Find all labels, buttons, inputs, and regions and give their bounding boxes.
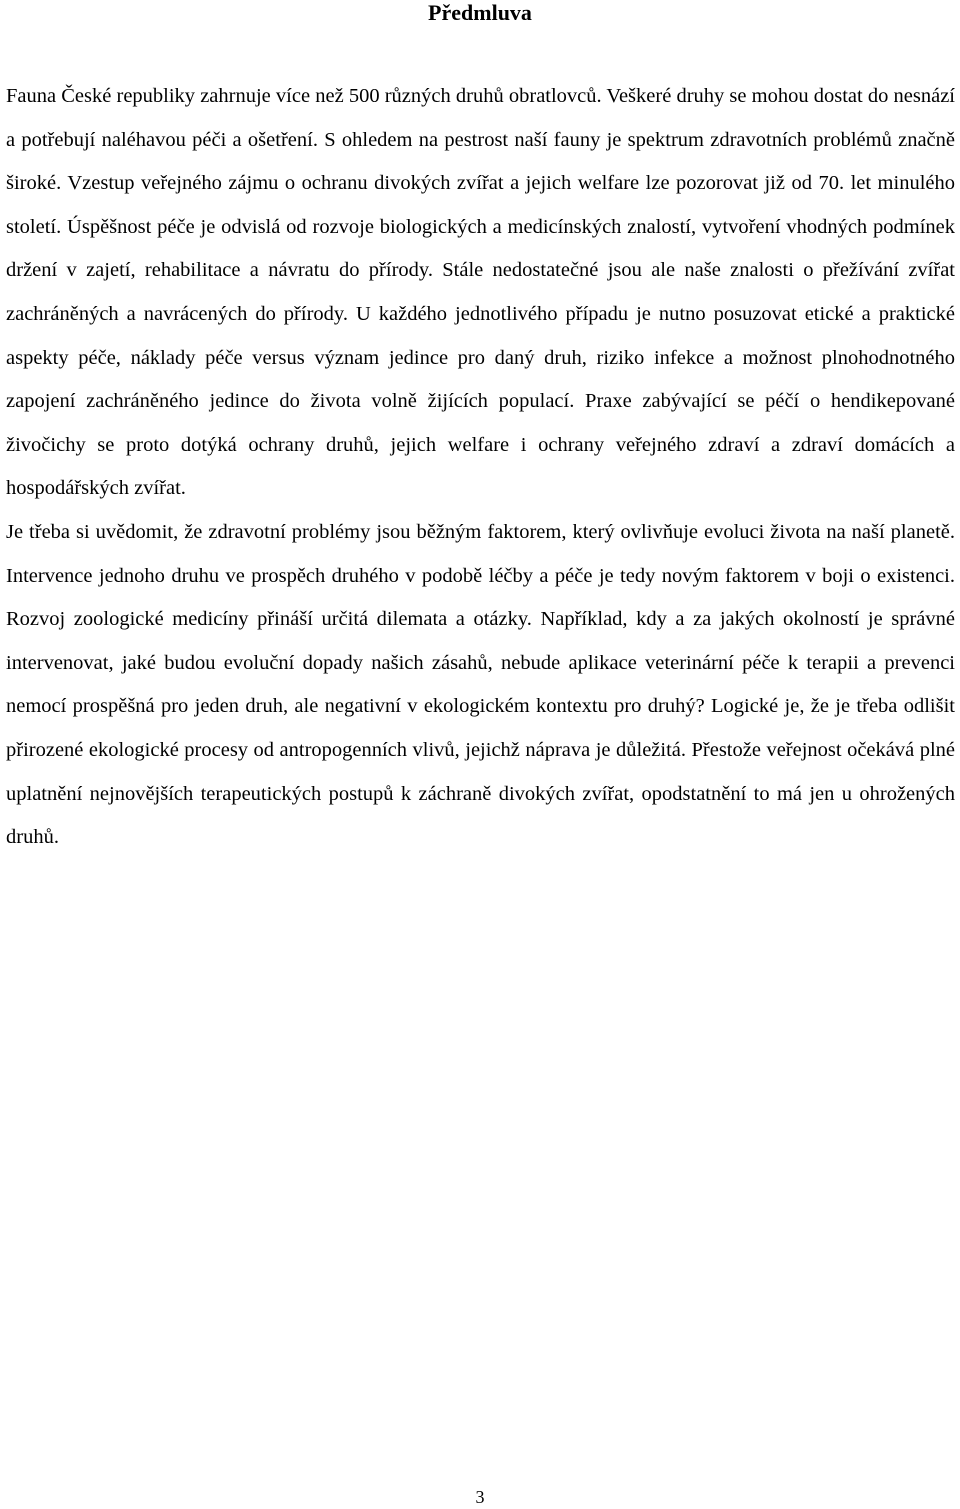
- body-text: [6, 75, 955, 860]
- paragraph-2: Je třeba si uvědomit, že zdravotní problémy jsou běžným faktorem, který ovlivňuje evoluci života na naší planetě. Intervence jednoho druhu ve prospěch druhého v podobě léčby a péče je tedy novým faktorem v boji o existenci. Rozvoj zoologické medicíny přináší určitá dilemata a otázky. Například, kdy a za jakých okolností je správné intervenovat, jaké budou evoluční dopady našich zásahů, nebude aplikace veterinární péče k terapii a prevenci nemocí prospěšná pro jeden druh, ale negativní v ekologickém kontextu pro druhý? Logické je, že je třeba odlišit přirozené ekologické procesy od antropogenních vlivů, jejichž náprava je důležitá. Přestože veřejnost očekává plné uplatnění nejnovějších terapeutických postupů k záchraně divokých zvířat, opodstatnění to má jen u ohrožených druhů.: [6, 520, 955, 849]
- paragraph-1: Fauna České republiky zahrnuje více než 500 různých druhů obratlovců. Veškeré druhy se mohou dostat do nesnází a potřebují naléhavou péči a ošetření. S ohledem na pestrost naší fauny je spektrum zdravotních problémů značně široké. Vzestup veřejného zájmu o ochranu divokých zvířat a jejich welfare lze pozorovat již od 70. let minulého století. Úspěšnost péče je odvislá od rozvoje biologických a medicínských znalostí, vytvoření vhodných podmínek držení v zajetí, rehabilitace a návratu do přírody. Stále nedostatečné jsou ale naše znalosti o přežívání zvířat zachráněných a navrácených do přírody. U každého jednotlivého případu je nutno posuzovat etické a praktické aspekty péče, náklady péče versus význam jedince pro daný druh, riziko infekce a možnost plnohodnotného zapojení zachráněného jedince do života volně žijících populací. Praxe zabývající se péčí o hendikepované živočichy se proto dotýká ochrany druhů, jejich welfare i ochrany veřejného zdraví a zdraví domácích a hospodářských zvířat.: [6, 85, 955, 500]
- page-title: Předmluva: [428, 0, 532, 25]
- page-number: 3: [475, 1487, 485, 1507]
